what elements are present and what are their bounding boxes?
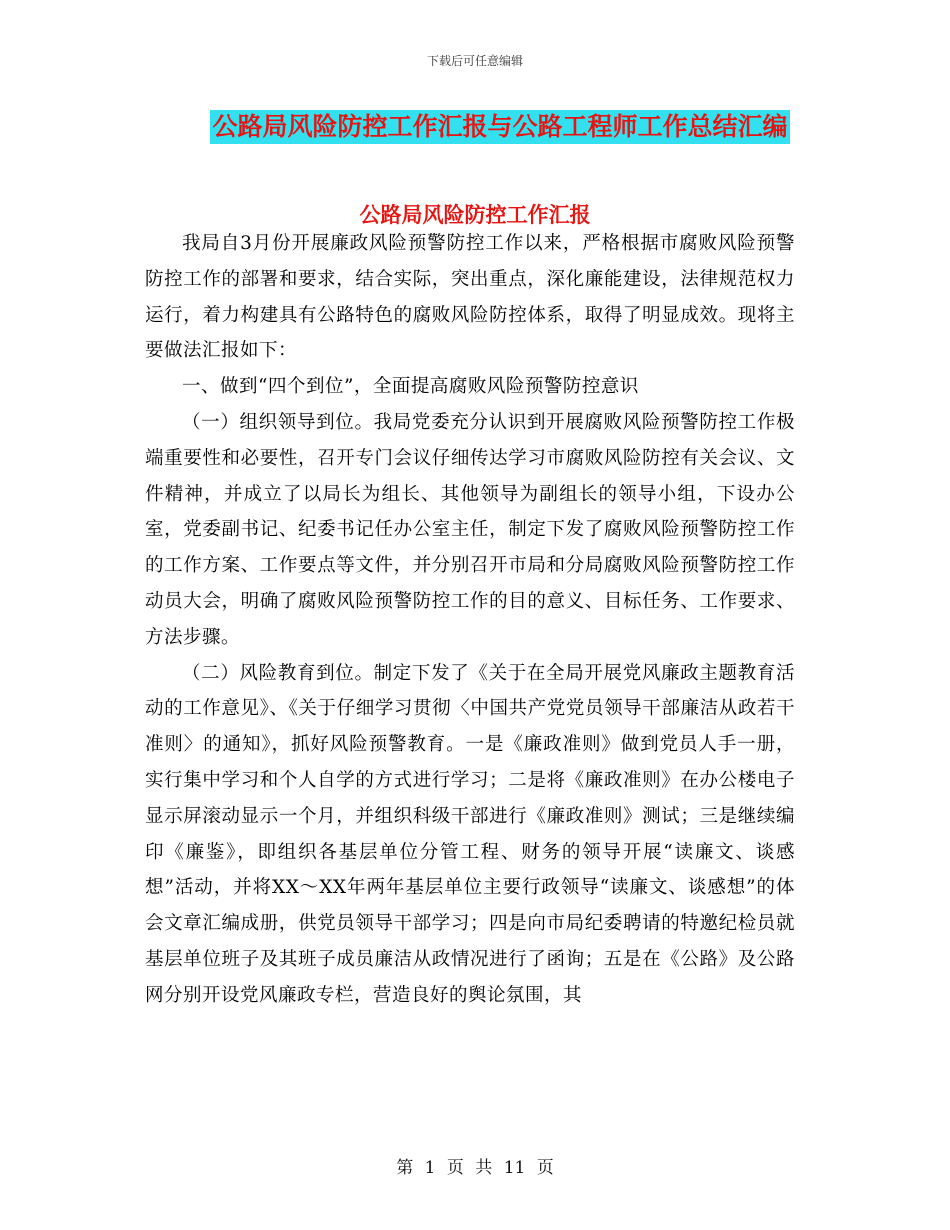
main-title-container xyxy=(0,110,950,144)
paragraph-heading-1: 一、做到“四个到位”，全面提高腐败风险预警防控意识 xyxy=(182,376,639,398)
page-header: 下载后可任意编辑 xyxy=(426,54,523,68)
document-main-title: 公路局风险防控工作汇报与公路工程师工作总结汇编 xyxy=(210,110,789,144)
page-footer: 第 1 页 共 11 页 xyxy=(396,1158,554,1178)
paragraph-education: （二）风险教育到位。制定下发了《关于在全局开展党风廉政主题教育活动的工作意见》、《关于仔细学习贯彻〈中国共产党党员领导干部廉洁从政若干准则〉的通知》，抓好风险预警教育。一是《廉政准则》做到党员人手一册，实行集中学习和个人自学的方式进行学习；二是将《廉政准则》在办公楼电子显示屏滚动显示一个月，并组织科级干部进行《廉政准则》测试；三是继续编印《廉鉴》，即组织各基层单位分管工程、财务的领导开展“读廉文、谈感想”活动，并将XX～XX年两年基层单位主要行政领导“读廉文、谈感想”的体会文章汇编成册，供党员领导干部学习；四是向市局纪委聘请的特邀纪检员就基层单位班子及其班子成员廉洁从政情况进行了函询；五是在《公路》及公路网分别开设党风廉政专栏，营造良好的舆论氛围，其 xyxy=(145,662,795,1006)
section-title: 公路局风险防控工作汇报 xyxy=(359,203,591,227)
paragraph-intro: 我局自3月份开展廉政风险预警防控工作以来，严格根据市腐败风险预警防控工作的部署和要求，结合实际，突出重点，深化廉能建设，法律规范权力运行，着力构建具有公路特色的腐败风险防控体系，取得了明显成效。现将主要做法汇报如下： xyxy=(145,233,795,362)
paragraph-organization: （一）组织领导到位。我局党委充分认识到开展腐败风险预警防控工作极端重要性和必要性，召开专门会议仔细传达学习市腐败风险防控有关会议、文件精神，并成立了以局长为组长、其他领导为副组长的领导小组，下设办公室，党委副书记、纪委书记任办公室主任，制定下发了腐败风险预警防控工作的工作方案、工作要点等文件，并分别召开市局和分局腐败风险预警防控工作动员大会，明确了腐败风险预警防控工作的目的意义、目标任务、工作要求、方法步骤。 xyxy=(145,411,795,648)
document-body xyxy=(145,226,795,1014)
